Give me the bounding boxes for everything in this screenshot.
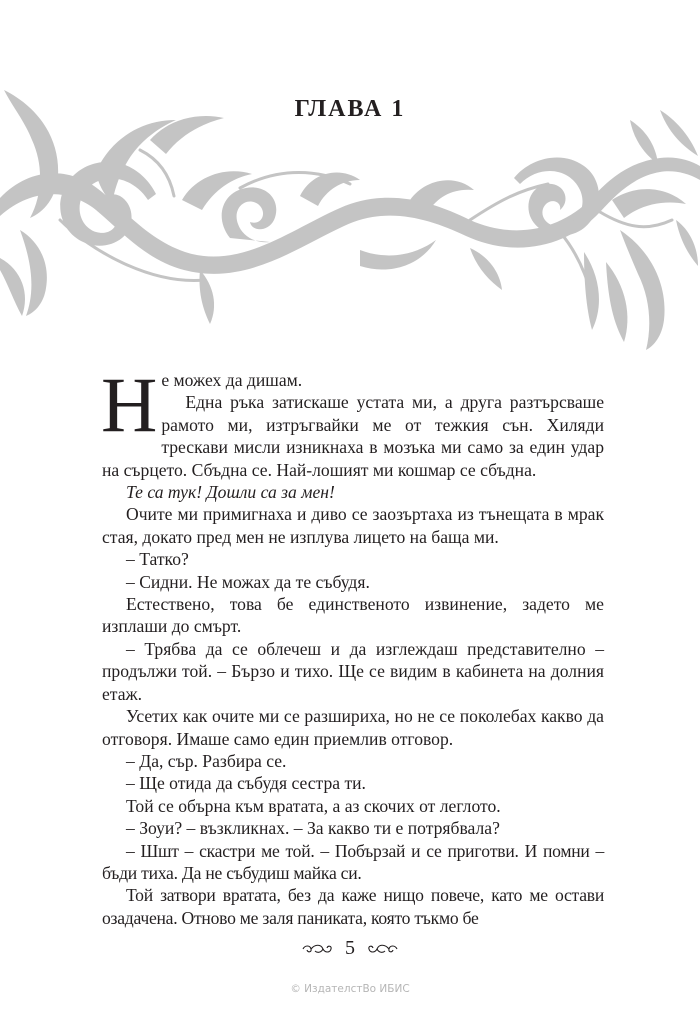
copyright-watermark: © ИздателстВо ИБИС (290, 983, 410, 995)
dialogue-line: – Шшт – скастри ме той. – Побързай и се пригoтви. И помни – бъди тиха. Да не събудиш майка си. (102, 840, 604, 883)
floral-scroll-ornament-icon (0, 80, 700, 365)
italic-thought-paragraph: Те са тук! Дошли са за мен! (126, 482, 335, 503)
paragraph: Усетих как очите ми се разшириха, но не се поколебах какво да отговоря. Имаше само един приемлив отговор. (102, 706, 604, 749)
paragraph: Една ръка затискаше устата ми, а друга разтърсваше рамото ми, изтръгвайки ме от тежкия сън. Хиляди трескави мисли изникнаха в мозъка ми само за един удар на сърцето. Сбъдна се. Най-лошият ми кошмар се сбъдна. (102, 392, 604, 480)
first-paragraph-text: е можех да дишам. (161, 370, 303, 390)
dialogue-line: – Сидни. Не можах да те събудя. (126, 571, 370, 592)
page-footer (0, 933, 700, 963)
dialogue-line: – Татко? (126, 549, 189, 570)
dialogue-line: – Трябва да се облечеш и да изглеждаш представително – продължи той. – Бързо и тихо. Ще се видим в кабинета на долния етаж. (102, 638, 604, 704)
paragraph: Очите ми примигнаха и диво се заозъртаха из тънещата в мрак стая, докато пред мен не изплува лицето на баща ми. (102, 504, 604, 547)
page-number: 5 (345, 936, 355, 959)
chapter-title: ГЛАВА 1 (294, 96, 406, 122)
scroll-flourish-right-icon (367, 941, 399, 955)
scroll-flourish-left-icon (301, 941, 333, 955)
dialogue-line: – Зоуи? – възкликнах. – За какво ти е потрябвала? (126, 818, 500, 839)
paragraph: Естествено, това бе единственото извинение, задето ме изплаши до смърт. (102, 594, 604, 637)
chapter-body-text (101, 361, 604, 929)
paragraph: Той затвори вратата, без да каже нищо повече, като ме остави озадачена. Отново ме заля паниката, която тъкмо бе (102, 885, 604, 928)
dialogue-line: – Ще отида да събудя сестра ти. (126, 773, 366, 794)
paragraph: Той се обърна към вратата, а аз скочих от леглото. (126, 795, 501, 816)
drop-cap: Н (101, 361, 158, 448)
dialogue-line: – Да, сър. Разбира се. (126, 750, 287, 771)
